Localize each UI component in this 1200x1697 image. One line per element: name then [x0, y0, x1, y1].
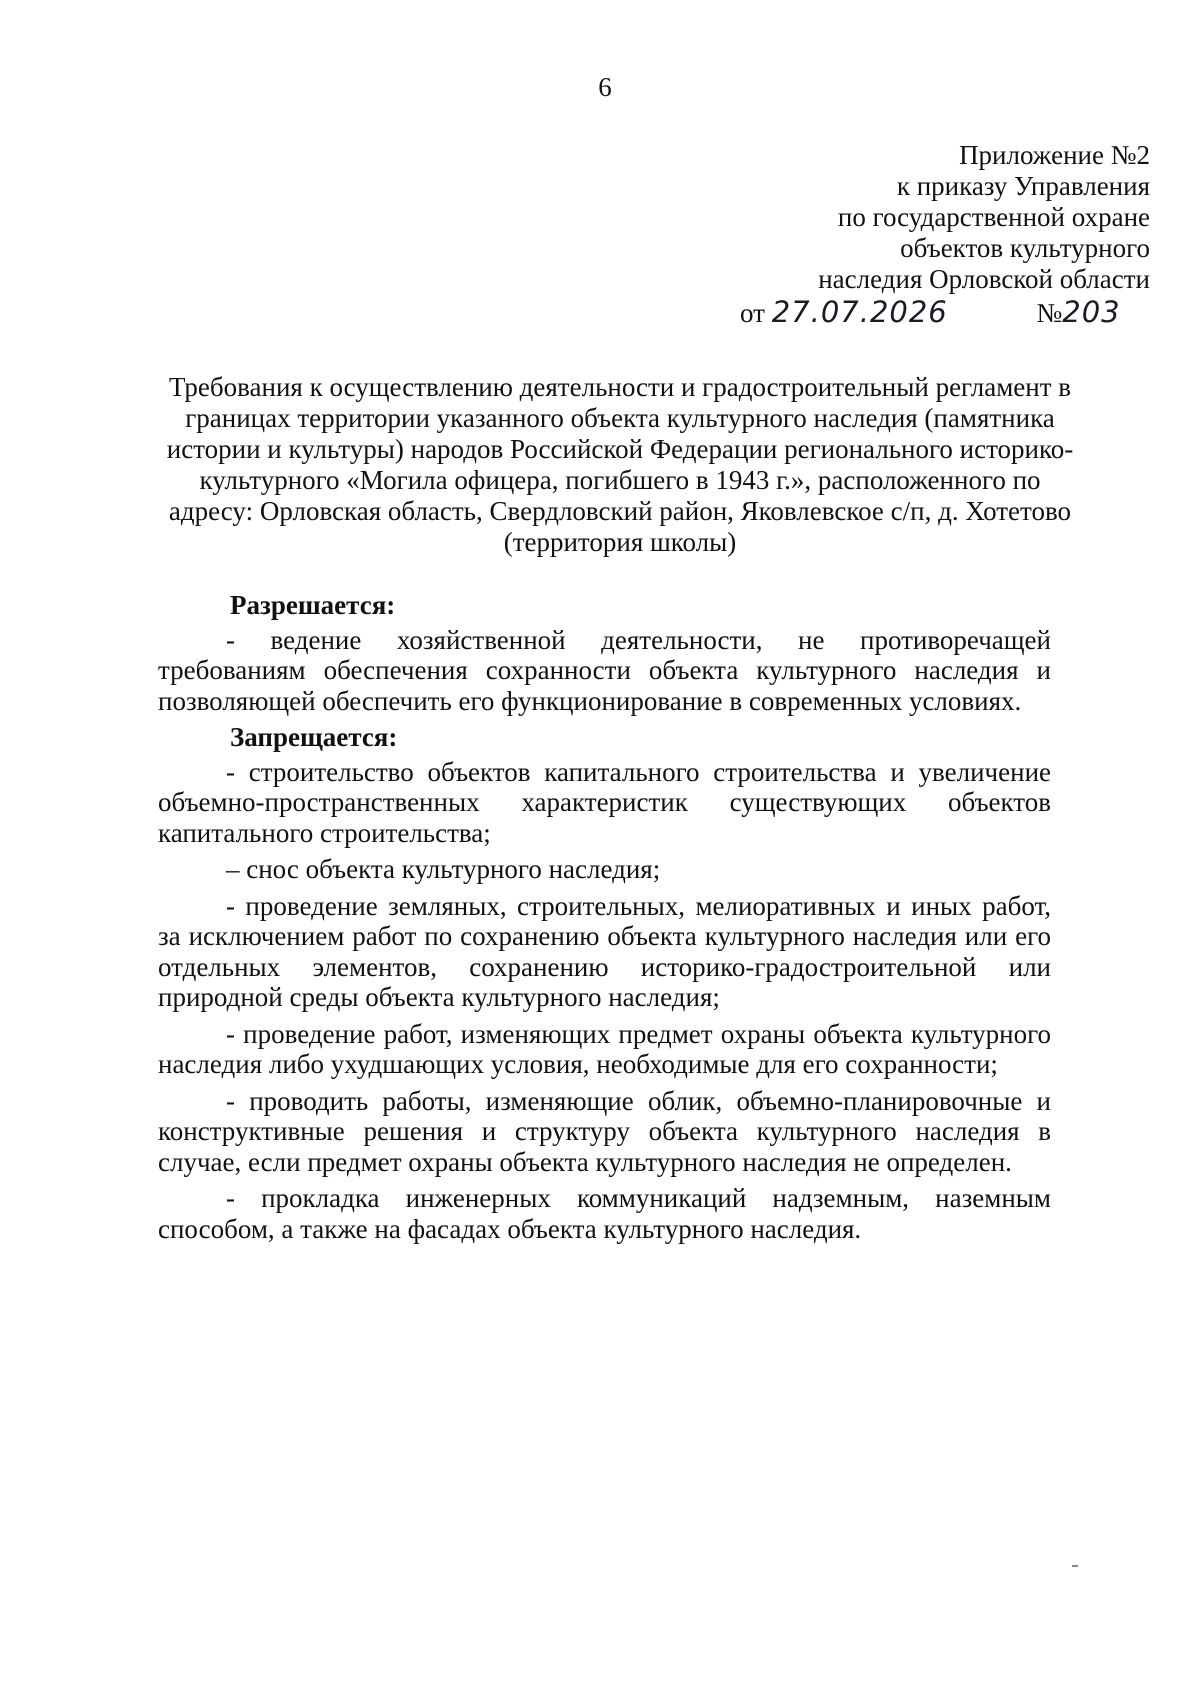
forbidden-item: - проведение земляных, строительных, мелиоративных и иных работ, за исключением работ по сохранению объекта культурного наследия или его отдельных элементов, сохранению историко-градостроительной или природной среды объекта культурного наследия;: [158, 890, 1051, 1012]
forbidden-heading: Запрещается:: [230, 722, 398, 752]
document-body: [158, 590, 1051, 1250]
forbidden-item: - проведение работ, изменяющих предмет охраны объекта культурного наследия либо ухудшающих условия, необходимые для его сохранности;: [158, 1018, 1051, 1079]
forbidden-item: - прокладка инженерных коммуникаций надземным, наземным способом, а также на фасадах объекта культурного наследия.: [158, 1183, 1051, 1244]
annex-line: Приложение №2: [959, 140, 1150, 170]
annex-header: [630, 140, 1150, 329]
annex-line: объектов культурного: [900, 233, 1150, 263]
number-prefix: №: [1036, 298, 1063, 328]
annex-date-line: [630, 297, 1150, 329]
handwritten-date: 27.07.2026: [771, 295, 948, 329]
scan-speck: [1072, 1565, 1078, 1567]
allowed-heading: Разрешается:: [230, 590, 396, 620]
annex-line: по государственной охране: [837, 202, 1150, 232]
document-title: Требования к осуществлению деятельности и градостроительный регламент в границах территории указанного объекта культурного наследия (памятника истории и культуры) народов Российской Федерации регионального историко-культурного «Могила офицера, погибшего в 1943 г.», расположенного по адресу: Орловская область, Свердловский район, Яковлевское с/п, д. Хотетово (территория школы): [166, 372, 1074, 557]
allowed-item: - ведение хозяйственной деятельности, не противоречащей требованиям обеспечения сохранности объекта культурного наследия и позволяющей обеспечить его функционирование в современных условиях.: [158, 624, 1051, 716]
forbidden-item: - строительство объектов капитального строительства и увеличение объемно-пространственных характеристик существующих объектов капитального строительства;: [158, 756, 1051, 848]
page-number: 6: [598, 72, 612, 102]
annex-line: к приказу Управления: [896, 171, 1150, 201]
forbidden-item: - проводить работы, изменяющие облик, объемно-планировочные и конструктивные решения и структуру объекта культурного наследия в случае, если предмет охраны объекта культурного наследия не определен.: [158, 1085, 1051, 1177]
forbidden-item: – снос объекта культурного наследия;: [226, 854, 661, 884]
annex-line: наследия Орловской области: [818, 264, 1150, 294]
handwritten-number: 203: [1062, 295, 1121, 329]
date-prefix: от: [740, 298, 765, 328]
